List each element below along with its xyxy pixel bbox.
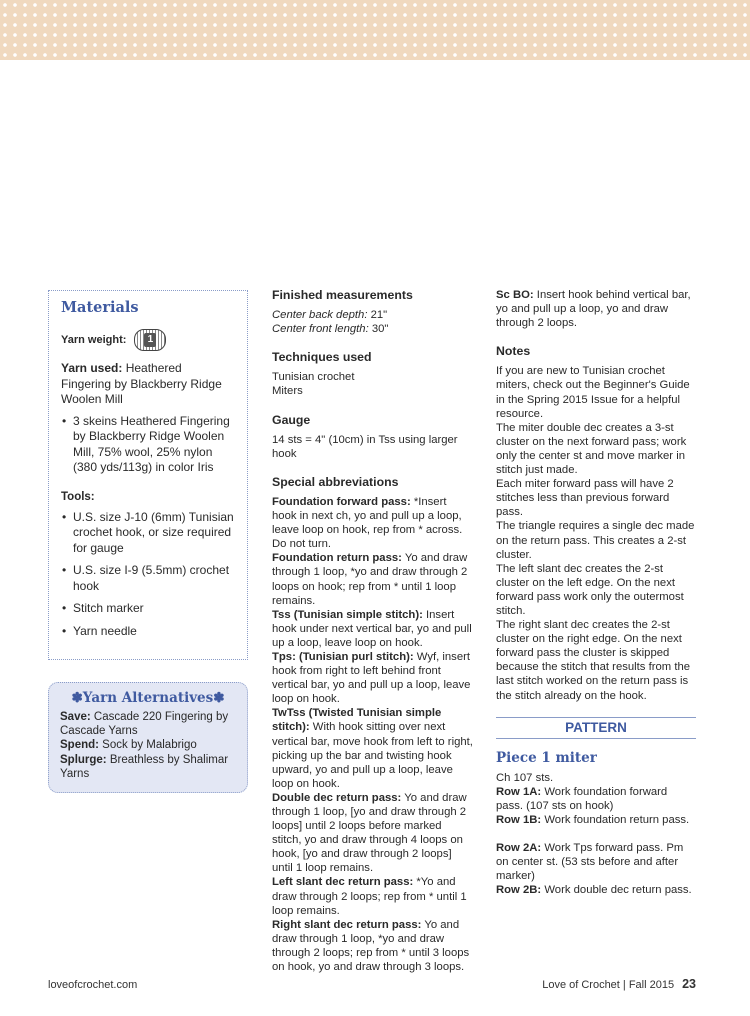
abbreviation-term: TwTss (Twisted Tunisian simple stitch): bbox=[272, 707, 442, 734]
techniques-section bbox=[272, 350, 474, 398]
note-paragraph: The left slant dec creates the 2-st cluster on the left edge. On the next forward pass work only the outermost stitch. bbox=[496, 562, 684, 617]
abbreviation-def: With hook sitting over next vertical bar, move hook from left to right, picking up the bar and twisting hook upward, yo and pull up a loop, leave loop on hook. bbox=[272, 721, 473, 790]
abbreviations-section bbox=[272, 475, 474, 974]
chain-line: Ch 107 sts. bbox=[496, 771, 554, 784]
yarn-list-item: • 3 skeins Heathered Fingering by Blackberry Ridge Woolen Mill, 75% wool, 25% nylon (380 yds/113g) in color Iris bbox=[73, 414, 235, 476]
yarn-used-text: Heathered Fingering by Blackberry Ridge Woolen Mill bbox=[61, 361, 222, 407]
front-length-label: Center front length: bbox=[272, 323, 369, 336]
decorative-dotted-header-band bbox=[0, 0, 750, 60]
back-depth-line bbox=[272, 308, 474, 322]
alternative-row bbox=[60, 710, 236, 739]
abbreviation-term: Foundation forward pass: bbox=[272, 495, 411, 508]
yarn-used bbox=[61, 361, 235, 408]
notes-heading: Notes bbox=[496, 344, 531, 359]
technique-item: Miters bbox=[272, 385, 303, 398]
tools-list bbox=[61, 510, 235, 640]
gauge-heading: Gauge bbox=[272, 412, 311, 427]
pattern-row-label: Row 1B: bbox=[496, 814, 542, 827]
abbreviation-entry bbox=[272, 551, 474, 607]
abbreviation-term: Foundation return pass: bbox=[272, 552, 402, 565]
abbreviation-def: Insert hook behind vertical bar, yo and pull up a loop, yo and draw through 2 loops. bbox=[496, 289, 691, 330]
abbreviations-heading: Special abbreviations bbox=[272, 474, 399, 489]
note-paragraph: The triangle requires a single dec made on the return pass. This creates a 2-st cluster. bbox=[496, 520, 695, 561]
gauge-section bbox=[272, 413, 474, 461]
abbreviation-entry bbox=[496, 288, 696, 330]
materials-title: Materials bbox=[61, 299, 139, 316]
pattern-row-label: Row 2A: bbox=[496, 842, 542, 855]
yarn-weight-skein-icon bbox=[134, 329, 166, 351]
tool-item: • U.S. size J-10 (6mm) Tunisian crochet hook, or size required for gauge bbox=[73, 510, 235, 557]
note-paragraph: The right slant dec creates the 2-st cluster on the right edge. On the next forward pass the cluster is skipped because the stitch that results from the last stitch worked on the return pass is the stitch already on the hook. bbox=[496, 619, 691, 702]
yarn-used-label: Yarn used: bbox=[61, 361, 123, 376]
abbreviation-entry bbox=[272, 495, 474, 551]
abbreviation-def: Yo and draw through 1 loop, [yo and draw through 2 loops] until 2 loops before marked stitch, yo and draw through 4 loops on hook, [yo and draw through 2 loops] until 1 loop remains. bbox=[272, 791, 467, 875]
abbreviation-def: Insert hook under next vertical bar, yo and pull up a loop, leave loop on hook. bbox=[272, 608, 472, 649]
back-depth-value: 21" bbox=[367, 309, 388, 322]
techniques-heading: Techniques used bbox=[272, 350, 372, 365]
abbreviation-def: Wyf, insert hook from right to left behind front vertical bar, yo and pull up a loop, leave loop on hook. bbox=[272, 650, 471, 706]
alternative-text: Sock by Malabrigo bbox=[98, 739, 197, 752]
note-paragraph: If you are new to Tunisian crochet miters, check out the Beginner's Guide in the Spring 2015 Issue for a helpful resource. bbox=[496, 365, 690, 420]
pattern-row-text: Work foundation return pass. bbox=[541, 814, 690, 827]
pattern-row-label: Row 1A: bbox=[496, 785, 542, 798]
abbreviation-term: Double dec return pass: bbox=[272, 791, 402, 804]
alternative-label: Spend: bbox=[60, 739, 99, 752]
column-left bbox=[48, 288, 248, 793]
notes-section bbox=[496, 344, 696, 702]
footer-site: loveofcrochet.com bbox=[48, 979, 138, 991]
abbreviation-def: Yo and draw through 1 loop, *yo and draw through 2 loops on hook; rep from * until 1 loop remains. bbox=[272, 552, 468, 607]
alternative-row bbox=[60, 738, 236, 752]
tool-item: • Stitch marker bbox=[73, 601, 235, 617]
abbreviation-def: *Yo and draw through 2 loops; rep from * until 1 loop remains. bbox=[272, 876, 467, 917]
alternative-text: Cascade 220 Fingering by Cascade Yarns bbox=[60, 710, 229, 737]
back-depth-label: Center back depth: bbox=[272, 309, 368, 322]
pattern-row-text: Work Tps forward pass. Pm on center st. (53 sts before and after marker) bbox=[496, 842, 684, 883]
front-length-line bbox=[272, 322, 474, 336]
abbreviation-def: Yo and draw through 1 loop, *yo and draw through 2 loops; rep from * until 3 loops on hook, yo and draw through 3 loops. bbox=[272, 918, 470, 974]
abbreviation-term: Right slant dec return pass: bbox=[272, 918, 422, 931]
alternative-text: Breathless by Shalimar Yarns bbox=[60, 753, 229, 781]
abbreviation-term: Sc BO: bbox=[496, 289, 534, 301]
gauge-text: 14 sts = 4" (10cm) in Tss using larger hook bbox=[272, 433, 458, 460]
pattern-row bbox=[496, 883, 696, 897]
page-number: 23 bbox=[682, 977, 696, 991]
alternative-row bbox=[60, 753, 236, 782]
pattern-row bbox=[496, 813, 696, 827]
yarn-weight-label: Yarn weight: bbox=[61, 334, 127, 347]
alternative-label: Save: bbox=[60, 710, 91, 723]
abbreviation-entry bbox=[272, 650, 474, 706]
yarn-weight-row bbox=[61, 329, 235, 351]
yarn-list bbox=[61, 414, 235, 476]
column-middle bbox=[272, 288, 474, 974]
pattern-row bbox=[496, 785, 696, 813]
piece-title: Piece 1 miter bbox=[496, 749, 597, 766]
pattern-row-label: Row 2B: bbox=[496, 884, 542, 897]
abbreviation-term: Left slant dec return pass: bbox=[272, 876, 414, 889]
abbreviation-entry bbox=[272, 791, 474, 876]
front-length-value: 30" bbox=[368, 323, 389, 336]
yarn-alternatives-box bbox=[48, 682, 248, 792]
abbreviation-term: Tss (Tunisian simple stitch): bbox=[272, 608, 423, 621]
yarn-alternatives-title: ✽Yarn Alternatives✽ bbox=[71, 690, 225, 707]
tools-label: Tools: bbox=[61, 490, 95, 503]
note-paragraph: The miter double dec creates a 3-st cluster on the next forward pass; work only the center st and move marker in stitch just made. bbox=[496, 421, 687, 477]
alternative-label: Splurge: bbox=[60, 753, 107, 766]
pattern-heading: PATTERN bbox=[496, 717, 696, 739]
footer-magazine: Love of Crochet bbox=[542, 979, 620, 991]
pattern-row-text: Work foundation forward pass. (107 sts on hook) bbox=[496, 785, 668, 812]
abbreviation-term: Tps: (Tunisian purl stitch): bbox=[272, 650, 414, 663]
abbreviation-entry bbox=[272, 608, 474, 650]
pattern-row-text: Work double dec return pass. bbox=[541, 884, 692, 897]
column-right bbox=[496, 288, 696, 898]
yarn-weight-value: 1 bbox=[144, 333, 156, 347]
footer-publication bbox=[542, 977, 696, 991]
note-paragraph: Each miter forward pass will have 2 stitches less than previous forward pass. bbox=[496, 478, 674, 519]
footer-issue: | Fall 2015 bbox=[619, 979, 675, 991]
abbreviation-entry bbox=[272, 918, 474, 974]
technique-item: Tunisian crochet bbox=[272, 371, 355, 384]
tool-item: • Yarn needle bbox=[73, 624, 235, 640]
abbreviation-entry bbox=[272, 875, 474, 917]
finished-measurements-heading: Finished measurements bbox=[272, 288, 413, 302]
pattern-row bbox=[496, 841, 696, 883]
materials-box bbox=[48, 290, 248, 660]
abbreviation-def: *Insert hook in next ch, yo and pull up a loop, leave loop on hook, rep from * across. Do not turn. bbox=[272, 495, 463, 551]
tool-item: • U.S. size I-9 (5.5mm) crochet hook bbox=[73, 563, 235, 594]
finished-measurements-section bbox=[272, 288, 474, 336]
abbreviation-entry bbox=[272, 706, 474, 791]
